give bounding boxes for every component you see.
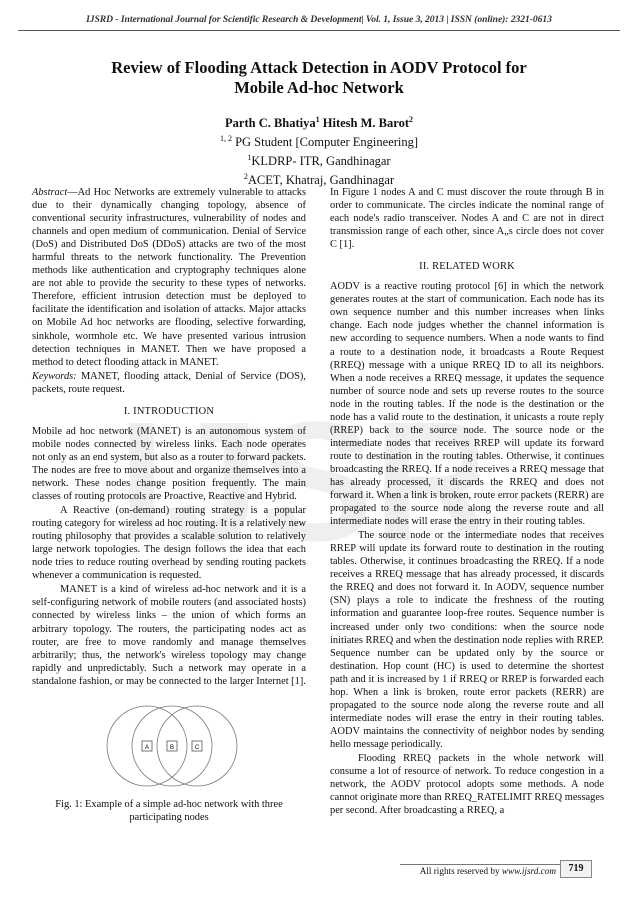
affiliation: $^{1, 2}$ PG Student [Computer Engineering] [219,134,419,150]
author-2: Hitesh M. Barot [322,116,409,131]
journal-link[interactable]: www.ijsrd.com [501,866,556,876]
title-line-1: Review of Flooding Attack Detection in AODV Protocol for [111,58,527,77]
left-column [32,186,306,825]
journal-header: IJSRD - International Journal for Scientific Research & Development| Vol. 1, Issue 3, 2013 | ISSN (online): 2321-0613 [86,14,552,25]
author-1: Parth C. Bhatiya [225,116,316,131]
institution-2: $^2$ACET, Khatraj, Gandhinagar [243,172,395,188]
related-paragraph-1: AODV is a reactive routing protocol [6] in which the network generates routes at the start of communication. Each node has its own sequence number and this number increases when links change. Each node judges whether the channel information is new according to sequence numbers. When a node wants to find a route to a destination node, it broadcasts a Route Request (RREQ) message with a unique RREQ ID to all its neighbors. When a node receives a RREQ message, it updates the sequence number of source node and sets up reverse routes to the source node in the routing tables. If the node is the destination or the node has a valid route to the destination, it unicasts a route reply (RREP) back to the source node. The source node or the intermediate nodes that receives RREP will update its forward route to destination in the routing tables. Otherwise, it continues broadcasting the RREQ. If a node receives a RREQ message that has already processed, it discards the RREQ and does not forward it. When a link is broken, route error packets (RERR) are propagated to the source node along the reverse route and all intermediate nodes will erase the entry in their routing tables. [330,281,604,528]
intro-paragraph-1: Mobile ad hoc network (MANET) is an autonomous system of mobile nodes connected by wireless links. Each node operates not only as an end system, but also as a router to forward packets. The nodes are free to move about and organize themselves into a network. These nodes change position frequently. The main classes of routing protocols are Proactive, Reactive and Hybrid. [32,425,306,503]
institution-1: $^1$KLDRP- ITR, Gandhinagar [247,153,391,169]
node-a-label: A [144,744,150,751]
section-heading-introduction: I. INTRODUCTION [123,405,215,417]
figure-1-discussion: In Figure 1 nodes A and C must discover the route through B in order to communicate. The circles indicate the nominal range of each node's radio transceiver. Nodes A and C are not in direct transmission range of each other, since A„s circle does not cover C [1]. [330,187,604,251]
intro-paragraph-3: MANET is a kind of wireless ad-hoc network and it is a self-configuring network of mobile routers (and associated hosts) connected by wireless links – the union of which forms an arbitrary topology. The routers, the participating nodes act as router, are free to move randomly and manage themselves arbitrarily; thus, the network's wireless topology may change rapidly and unpredictably. Such a network may operate in a standalone fashion, or may be connected to the larger Internet [1]. [32,584,306,687]
right-column [330,186,604,818]
svg-text:IJSRD: IJSR [118,390,478,560]
abstract: Abstract—Ad Hoc Networks are extremely vulnerable to attacks due to their dynamically changing topology, absence of conventional security infrastructures, vulnerability of nodes and channels and open medium of communication. Denial of Service (DoS) and Distributed DoS (DDoS) attacks are two of the most harmful threats to the network functionality. The Prevention methods like authentication and cryptography techniques alone are not able to provide the security to these types of networks. Therefore, efficient intrusion detection must be deployed to facilitate the identification and isolation of attacks. Major attacks on Mobile Ad hoc networks are flooding, selective forwarding, sinkhole, wormhole etc. We have presented various intrusion detection techniques in MANET. Then we have proposed a method to detect flooding attack in MANET. [32,187,306,368]
title-line-2: Mobile Ad-hoc Network [234,78,404,97]
author-names: Parth C. Bhatiya$^1$ Hitesh M. Barot$^2$ [225,115,413,131]
footer-rights: All rights reserved by www.ijsrd.com [419,866,556,876]
related-paragraph-2: The source node or the intermediate nodes that receives RREP will update its forward route to destination in the routing tables. Otherwise, it continues broadcasting the RREQ. If a node receives a RREQ message that has already processed, it discards the RREQ and does not forward it. In AODV, sequence number (SN) plays a role to indicate the freshness of the routing information and guarantee loop-free routes. Sequence number is increased under only two conditions: when the source node initiates RREQ and when the destination node replies with RREP. Sequence number can be updated only by the source or destination. Hop count (HC) is used to determine the shortest path and it is increased by 1 if RREQ or RREP is forwarded each hop. When a link is broken, route error packets (RERR) are propagated to the source node along the reverse route and all intermediate nodes will erase the entry in their routing tables. AODV maintains the connectivity of neighbor nodes by sending hello message periodically. [330,530,604,750]
node-b-label: B [169,744,175,751]
page-number: 719 [560,860,592,878]
keywords: Keywords: MANET, flooding attack, Denial of Service (DOS), packets, route request. [32,370,306,395]
section-heading-related-work: II. RELATED WORK [419,261,515,273]
related-paragraph-3: Flooding RREQ packets in the whole network will consume a lot of resource of network. To reduce congestion in a network, the AODV protocol adopts some methods. A node cannot originate more than RREQ_RATELIMIT RREQ messages per second. After broadcasting a RREQ, a [330,752,604,817]
figure-1 [32,698,306,794]
intro-paragraph-2: A Reactive (on-demand) routing strategy is a popular routing category for wireless ad hoc routing. It is a relatively new routing philosophy that provides a scalable solution to relatively large network topologies. The design follows the idea that each node tries to reduce routing overhead by sending routing packets whenever a communication is requested. [32,505,306,582]
adhoc-network-diagram [102,698,242,794]
paper-title [60,58,578,98]
author-block [60,112,578,189]
figure-1-caption: Fig. 1: Example of a simple ad-hoc network with three participating nodes [55,798,283,823]
header-rule [18,30,620,31]
node-c-label: C [194,744,200,751]
